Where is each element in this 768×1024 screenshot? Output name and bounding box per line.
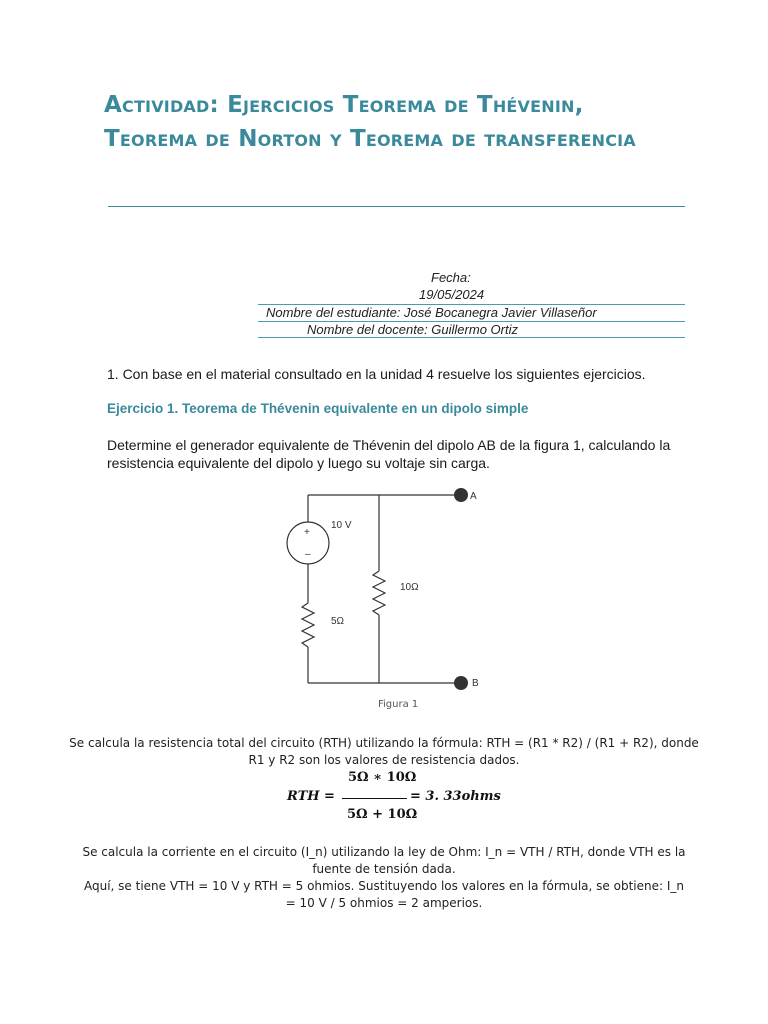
- info-underline-3: [258, 337, 685, 338]
- terminal-b-label: B: [472, 678, 479, 689]
- solution-paragraph-2-line-3: Aquí, se tiene VTH = 10 V y RTH = 5 ohmios. Sustituyendo los valores en la fórmula, se obtiene: I_n: [84, 879, 684, 893]
- resistor-5-ohm-icon: [302, 603, 314, 647]
- equation-fraction-bar: [342, 798, 407, 799]
- exercise-heading: Ejercicio 1. Teorema de Thévenin equivalente en un dipolo simple: [107, 401, 529, 416]
- document-title-line-1: Actividad: Ejercicios Teorema de Thévenin,: [104, 92, 584, 118]
- date-label: Fecha:: [431, 270, 471, 285]
- equation-rhs: = 3. 33ohms: [410, 789, 501, 804]
- student-name: Nombre del estudiante: José Bocanegra Javier Villaseñor: [266, 305, 597, 320]
- solution-paragraph-1-line-2: R1 y R2 son los valores de resistencia dados.: [248, 753, 520, 767]
- terminal-b-node: [454, 676, 468, 690]
- equation-lhs: RTH =: [287, 789, 335, 804]
- solution-paragraph-2-line-1: Se calcula la corriente en el circuito (I_n) utilizando la ley de Ohm: I_n = VTH / RTH, donde VTH es la: [82, 845, 686, 859]
- circuit-diagram: [0, 480, 768, 720]
- resistor-10-ohm-icon: [373, 571, 385, 615]
- resistor-10-ohm-label: 10Ω: [400, 582, 419, 593]
- equation-denominator: 5Ω + 10Ω: [347, 807, 418, 822]
- source-minus-sign: –: [305, 549, 311, 560]
- solution-paragraph-2-line-2: fuente de tensión dada.: [312, 862, 456, 876]
- title-divider: [108, 206, 685, 207]
- resistor-5-ohm-label: 5Ω: [331, 616, 345, 627]
- document-title-line-2: Teorema de Norton y Teorema de transferencia: [104, 126, 636, 152]
- equation-numerator: 5Ω ∗ 10Ω: [348, 770, 417, 785]
- problem-statement-line-2: resistencia equivalente del dipolo y luego su voltaje sin carga.: [107, 455, 490, 471]
- terminal-a-label: A: [470, 491, 477, 502]
- source-plus-sign: +: [304, 527, 310, 538]
- teacher-name: Nombre del docente: Guillermo Ortiz: [307, 322, 518, 337]
- source-voltage-label: 10 V: [331, 520, 352, 531]
- figure-caption: Figura 1: [378, 699, 419, 710]
- date-value: 19/05/2024: [419, 287, 485, 302]
- solution-paragraph-2-line-4: = 10 V / 5 ohmios = 2 amperios.: [285, 896, 483, 910]
- problem-statement-line-1: Determine el generador equivalente de Thévenin del dipolo AB de la figura 1, calculando la: [107, 437, 671, 453]
- solution-paragraph-1-line-1: Se calcula la resistencia total del circuito (RTH) utilizando la fórmula: RTH = (R1 * R2) / (R1 + R2), donde: [69, 736, 699, 750]
- terminal-a-node: [454, 488, 468, 502]
- instruction-text: 1. Con base en el material consultado en la unidad 4 resuelve los siguientes ejercicios.: [107, 366, 646, 382]
